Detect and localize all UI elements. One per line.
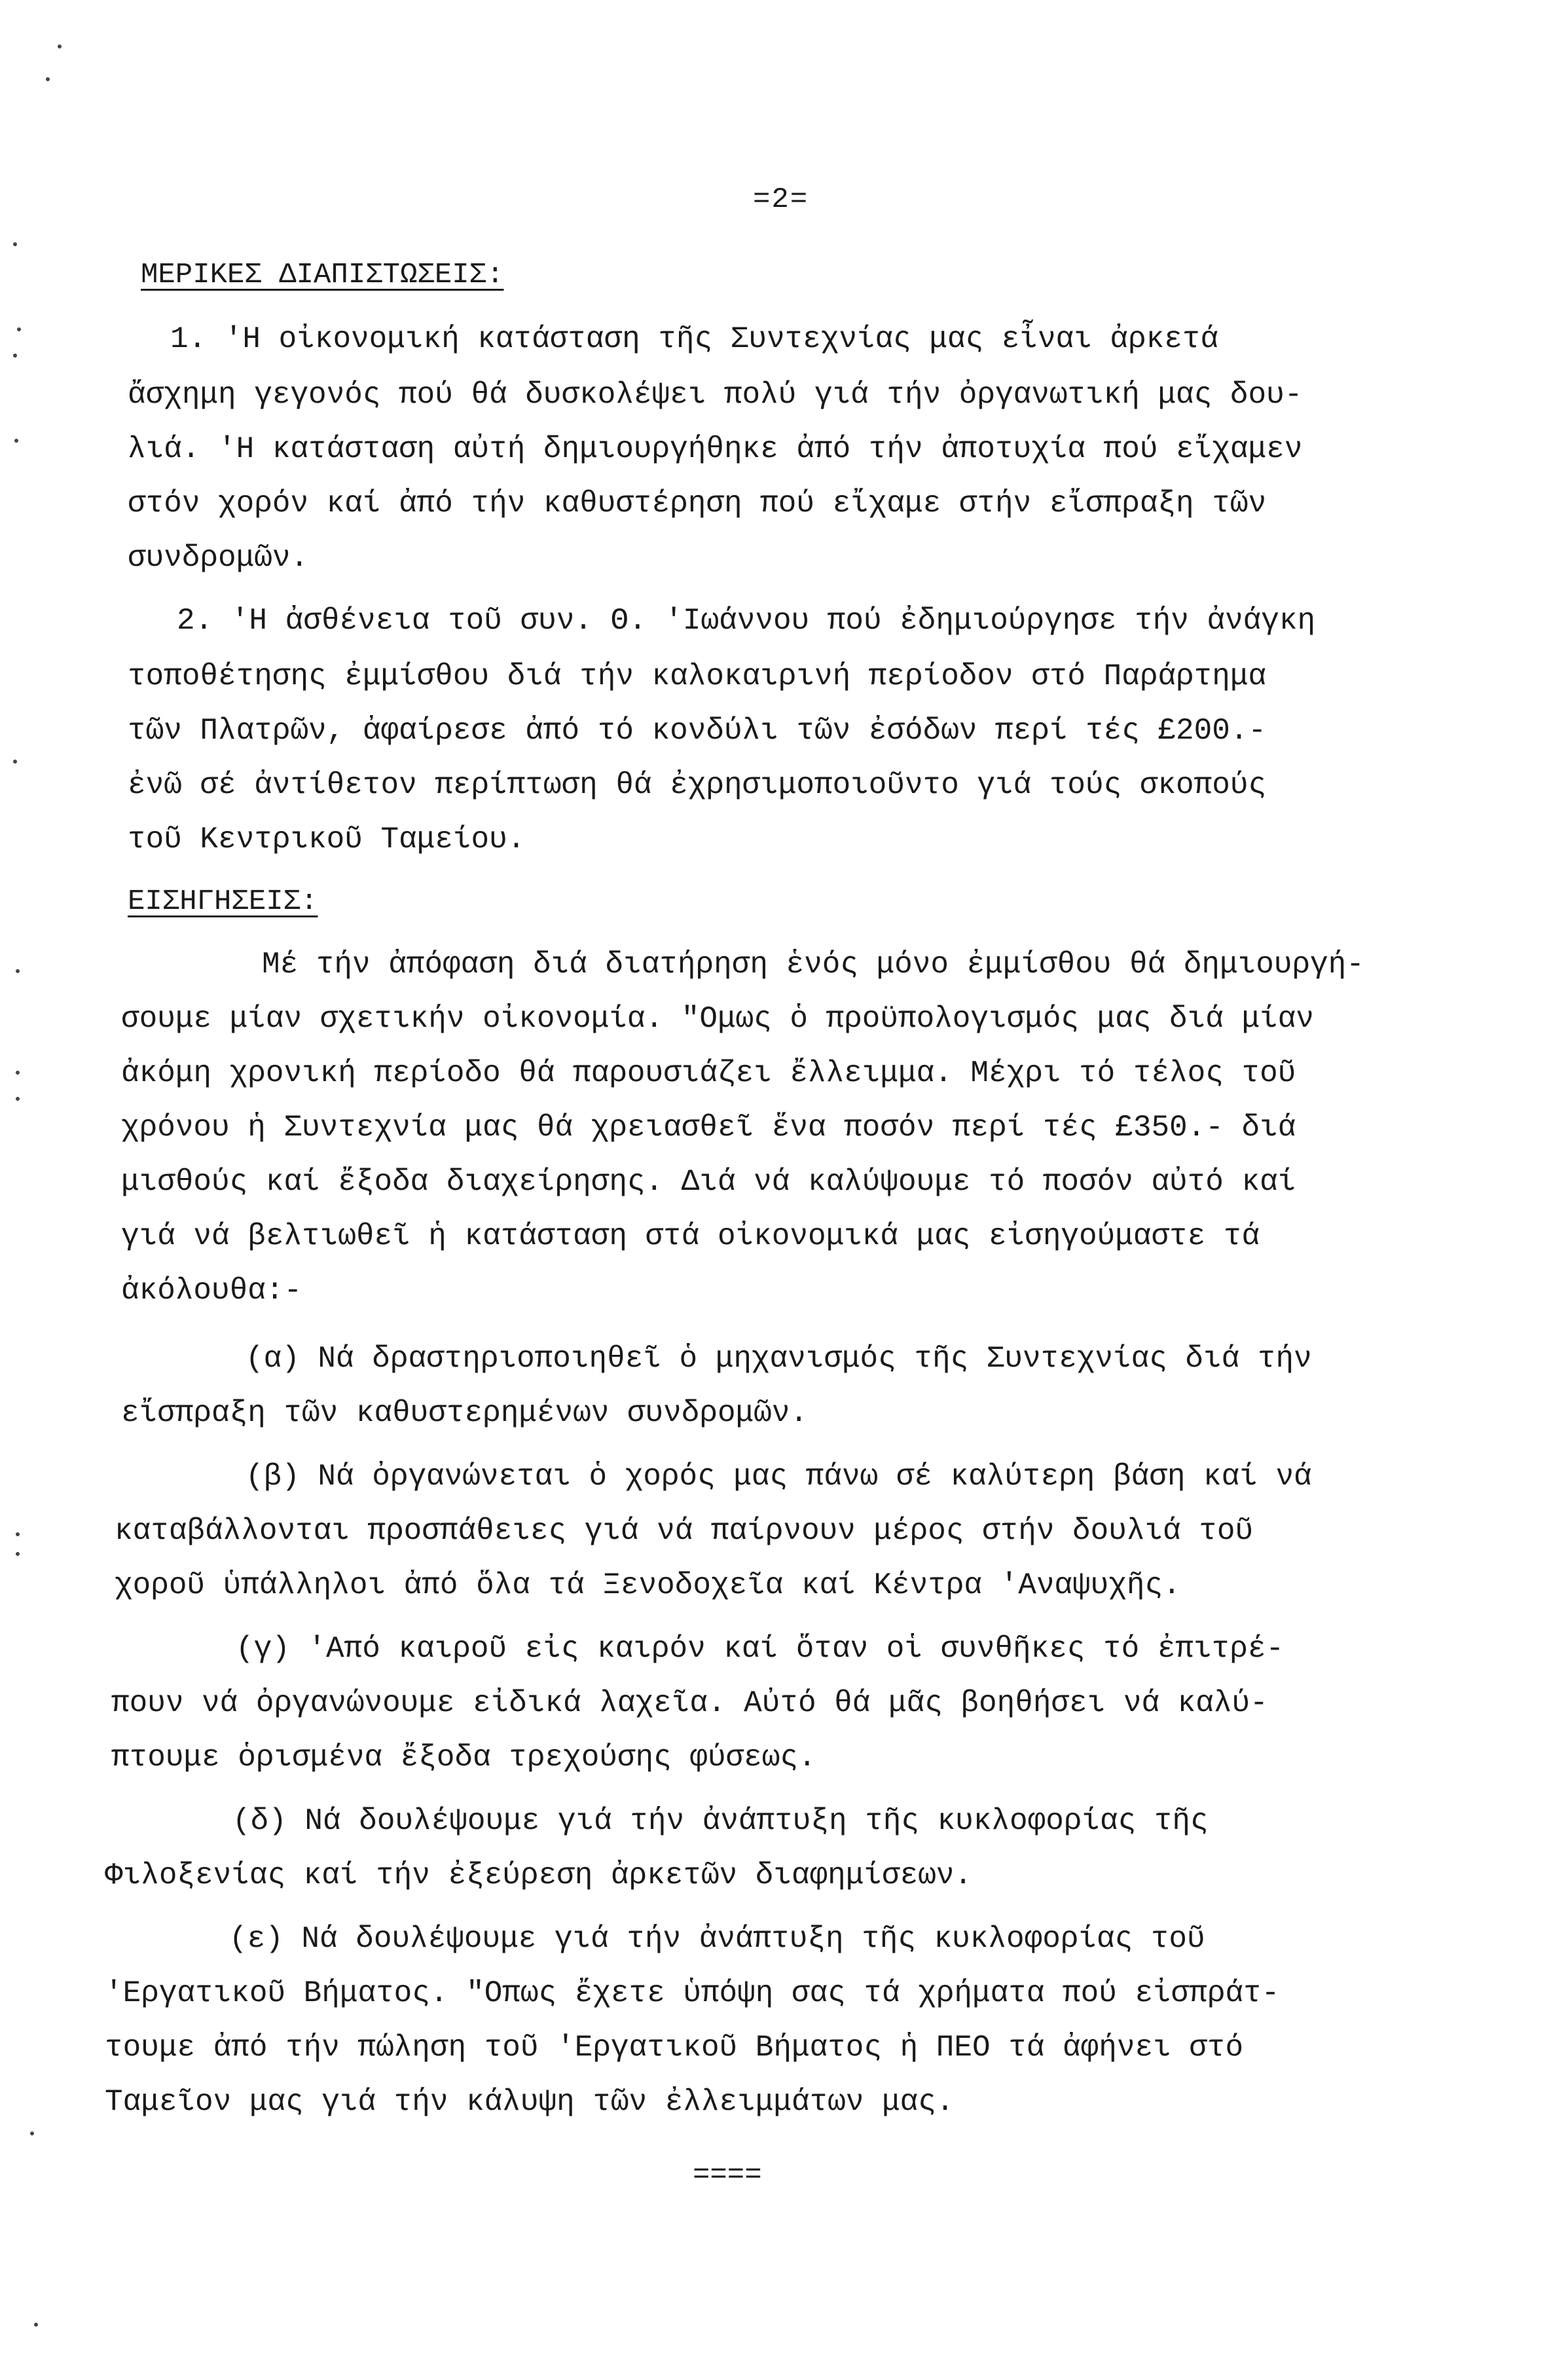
proposals-line: Μέ τήν ἀπόφαση διά διατήρηση ἑνός μόνο ἐμμίσθου θά δημιουργή- bbox=[262, 948, 1364, 982]
findings-line: ἄσχημη γεγονός πού θά δυσκολέψει πολύ γιά τήν ὀργανωτική μας δου- bbox=[128, 378, 1303, 412]
scan-speck bbox=[58, 45, 62, 48]
findings-line: λιά. 'Η κατάσταση αὐτή δημιουργήθηκε ἀπό τήν ἀποτυχία πού εἴχαμεν bbox=[128, 432, 1303, 466]
page-number: =2= bbox=[753, 183, 809, 216]
proposal-item-e: (ε) Νά δουλέψουμε γιά τήν ἀνάπτυξη τῆς κυκλοφορίας τοῦ bbox=[229, 1922, 1205, 1956]
findings-line: συνδρομῶν. bbox=[128, 541, 309, 575]
section-heading-findings: ΜΕΡΙΚΕΣ ΔΙΑΠΙΣΤΩΣΕΙΣ: bbox=[141, 259, 504, 291]
proposal-item-b-cont: καταβάλλονται προσπάθειες γιά νά παίρνουν μέρος στήν δουλιά τοῦ bbox=[115, 1514, 1254, 1548]
findings-line: στόν χορόν καί ἀπό τήν καθυστέρηση πού εἴχαμε στήν εἴσπραξη τῶν bbox=[128, 487, 1267, 521]
findings-line: τοῦ Κεντρικοῦ Ταμείου. bbox=[128, 822, 526, 857]
proposal-item-c: (γ) 'Από καιροῦ εἰς καιρόν καί ὅταν οἱ συνθῆκες τό ἐπιτρέ- bbox=[236, 1632, 1285, 1666]
proposal-item-b-cont: χοροῦ ὑπάλληλοι ἀπό ὅλα τά Ξενοδοχεῖα καί Κέντρα 'Αναψυχῆς. bbox=[115, 1568, 1181, 1602]
scan-speck bbox=[30, 2131, 34, 2135]
findings-line: 2. 'Η ἀσθένεια τοῦ συν. Θ. 'Ιωάννου πού ἐδημιούργησε τήν ἀνάγκη bbox=[177, 604, 1316, 638]
proposals-line: σουμε μίαν σχετικήν οἰκονομία. "Ομως ὁ προϋπολογισμός μας διά μίαν bbox=[121, 1002, 1314, 1036]
proposal-item-c-cont: πτουμε ὁρισμένα ἔξοδα τρεχούσης φύσεως. bbox=[111, 1741, 816, 1775]
scan-speck bbox=[16, 969, 20, 973]
proposal-item-d: (δ) Νά δουλέψουμε γιά τήν ἀνάπτυξη τῆς κυκλοφορίας τῆς bbox=[232, 1804, 1209, 1838]
scan-speck bbox=[17, 327, 21, 331]
scan-speck bbox=[13, 242, 17, 246]
scan-speck bbox=[16, 1552, 20, 1556]
proposal-item-d-cont: Φιλοξενίας καί τήν ἐξεύρεση ἀρκετῶν διαφημίσεων. bbox=[105, 1858, 973, 1892]
scan-speck bbox=[13, 354, 17, 358]
proposal-item-e-cont: 'Εργατικοῦ Βήματος. "Οπως ἔχετε ὑπόψη σας τά χρήματα πού εἰσπράτ- bbox=[105, 1976, 1280, 2010]
scan-speck bbox=[16, 1071, 20, 1075]
proposal-item-c-cont: πουν νά ὀργανώνουμε εἰδικά λαχεῖα. Αὐτό θά μᾶς βοηθήσει νά καλύ- bbox=[111, 1686, 1268, 1720]
scan-speck bbox=[34, 2323, 38, 2327]
scan-speck bbox=[16, 1532, 20, 1536]
proposals-line: χρόνου ἡ Συντεχνία μας θά χρειασθεῖ ἕνα ποσόν περί τές £350.- διά bbox=[121, 1111, 1296, 1145]
proposals-line: γιά νά βελτιωθεῖ ἡ κατάσταση στά οἰκονομικά μας εἰσηγούμαστε τά bbox=[121, 1219, 1260, 1253]
scan-speck bbox=[13, 760, 17, 764]
scan-speck bbox=[14, 439, 18, 443]
findings-line: ἐνῶ σέ ἀντίθετον περίπτωση θά ἐχρησιμοποιοῦντο γιά τούς σκοπούς bbox=[128, 768, 1267, 802]
findings-line: τῶν Πλατρῶν, ἀφαίρεσε ἀπό τό κονδύλι τῶν ἐσόδων περί τές £200.- bbox=[128, 714, 1267, 748]
scan-speck bbox=[46, 77, 50, 81]
findings-line: 1. 'Η οἰκονομική κατάσταση τῆς Συντεχνίας μας εἶναι ἀρκετά bbox=[170, 322, 1219, 356]
proposals-line: ἀκόλουθα:- bbox=[121, 1274, 302, 1308]
proposal-item-b: (β) Νά ὀργανώνεται ὁ χορός μας πάνω σέ καλύτερη βάση καί νά bbox=[246, 1460, 1312, 1494]
proposals-line: μισθούς καί ἔξοδα διαχείρησης. Διά νά καλύψουμε τό ποσόν αὐτό καί bbox=[121, 1165, 1296, 1199]
proposal-item-e-cont: Ταμεῖον μας γιά τήν κάλυψη τῶν ἐλλειμμάτων μας. bbox=[105, 2085, 955, 2119]
section-heading-proposals: ΕΙΣΗΓΗΣΕΙΣ: bbox=[128, 885, 318, 918]
proposal-item-a-cont: εἴσπραξη τῶν καθυστερημένων συνδρομῶν. bbox=[121, 1396, 808, 1430]
proposals-line: ἀκόμη χρονική περίοδο θά παρουσιάζει ἔλλειμμα. Μέχρι τό τέλος τοῦ bbox=[121, 1056, 1296, 1090]
proposal-item-a: (α) Νά δραστηριοποιηθεῖ ὁ μηχανισμός τῆς Συντεχνίας διά τήν bbox=[246, 1342, 1312, 1376]
end-mark: ==== bbox=[693, 2159, 762, 2192]
scan-speck bbox=[16, 1097, 20, 1101]
findings-line: τοποθέτησης ἐμμίσθου διά τήν καλοκαιρινή περίοδον στό Παράρτημα bbox=[128, 659, 1267, 693]
proposal-item-e-cont: τουμε ἀπό τήν πώληση τοῦ 'Εργατικοῦ Βήματος ἡ ΠΕΟ τά ἀφήνει στό bbox=[105, 2031, 1244, 2065]
